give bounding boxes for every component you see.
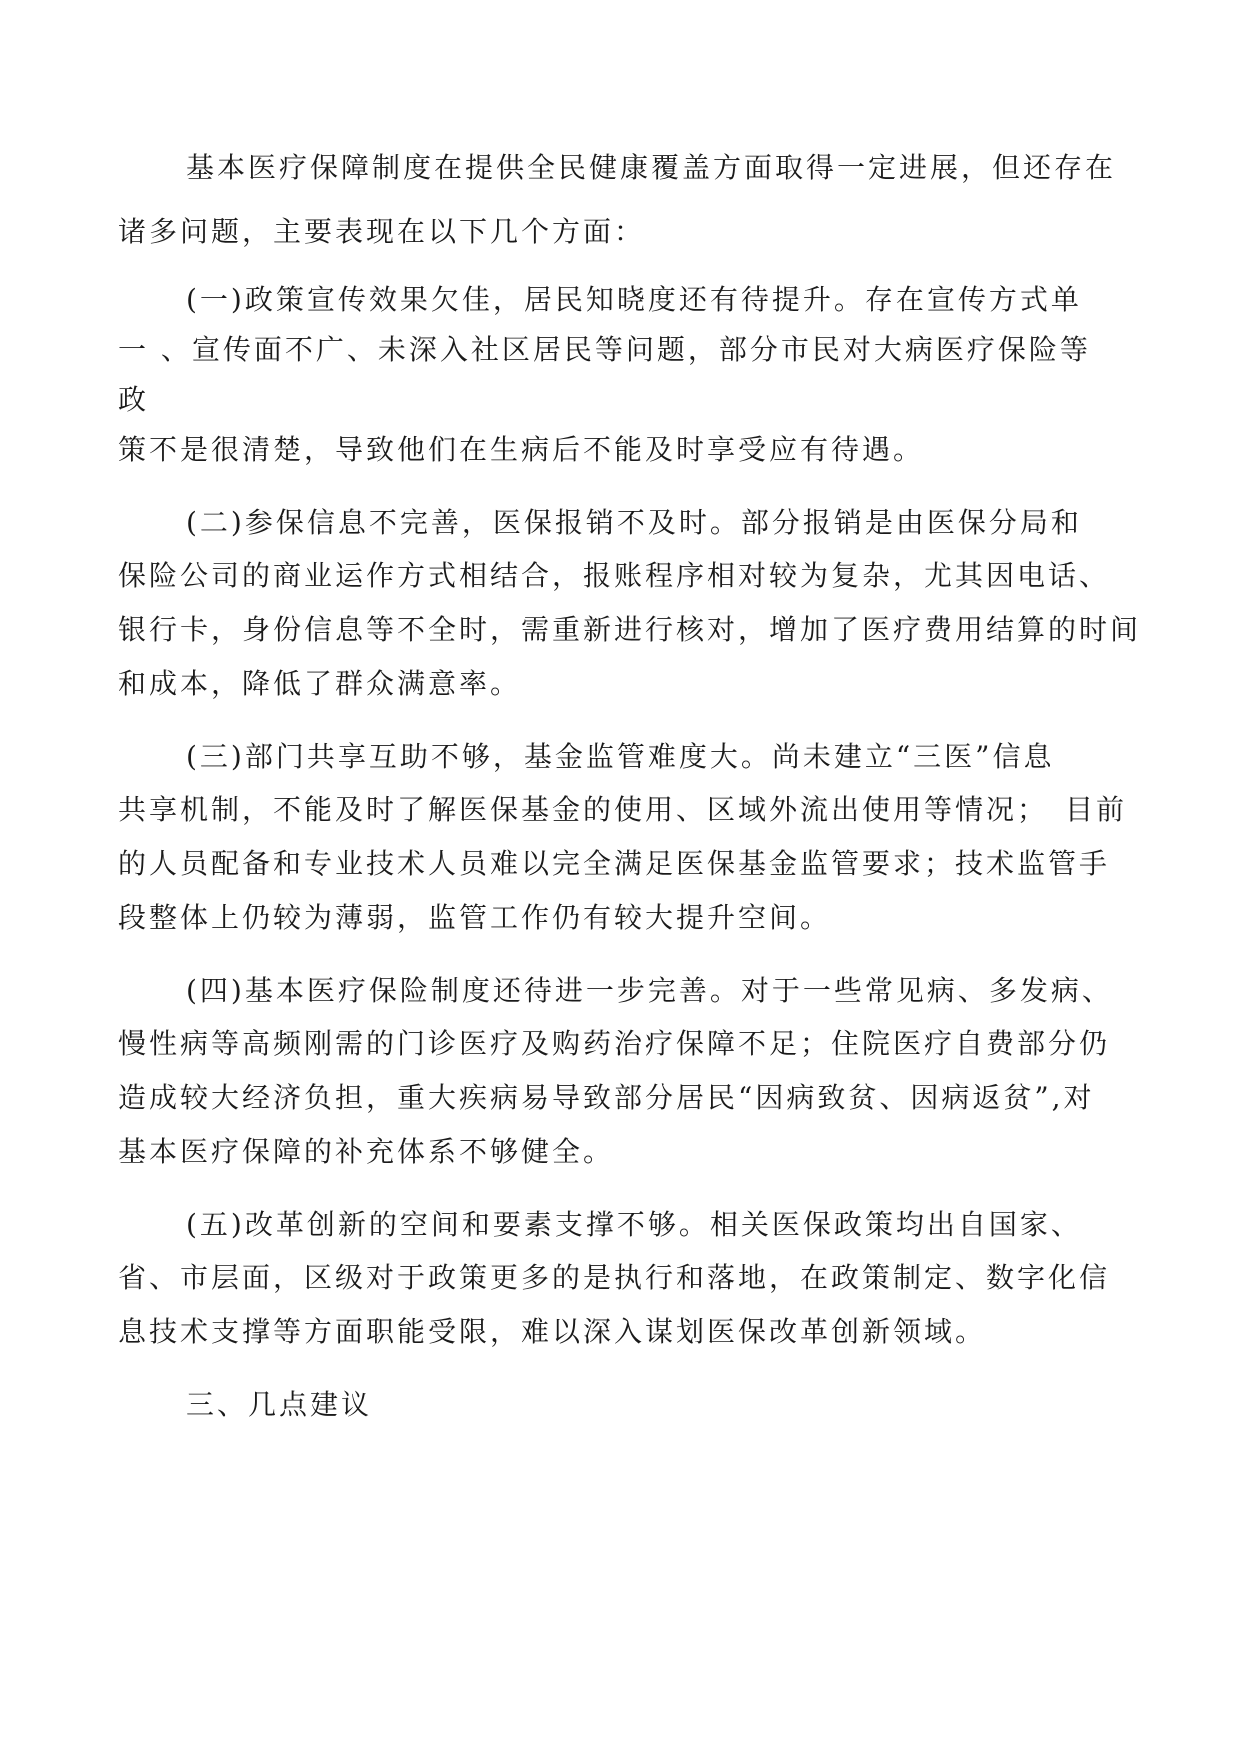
paragraph-1-line-3: 政 bbox=[118, 383, 150, 416]
paragraph-1-line-2: 一 、宣传面不广、未深入社区居民等问题，部分市民对大病医疗保险等 bbox=[118, 333, 1091, 366]
paragraph-intro-line-2: 诸多问题，主要表现在以下几个方面： bbox=[118, 215, 646, 248]
paragraph-1-line-1: (一)政策宣传效果欠佳，居民知晓度还有待提升。存在宣传方式单 bbox=[186, 283, 1082, 316]
paragraph-intro-line-1: 基本医疗保障制度在提供全民健康覆盖方面取得一定进展，但还存在 bbox=[186, 151, 1117, 184]
paragraph-5-line-3: 息技术支撑等方面职能受限，难以深入谋划医保改革创新领域。 bbox=[118, 1315, 987, 1348]
paragraph-4-line-2: 慢性病等高频刚需的门诊医疗及购药治疗保障不足；住院医疗自费部分仍 bbox=[118, 1027, 1111, 1060]
paragraph-5-line-2: 省、市层面，区级对于政策更多的是执行和落地，在政策制定、数字化信 bbox=[118, 1261, 1111, 1294]
paragraph-3-line-2: 共享机制，不能及时了解医保基金的使用、区域外流出使用等情况； 目前 bbox=[118, 793, 1128, 826]
paragraph-1-line-4: 策不是很清楚，导致他们在生病后不能及时享受应有待遇。 bbox=[118, 433, 925, 466]
section-heading: 三、几点建议 bbox=[186, 1388, 373, 1421]
paragraph-5-line-1: (五)改革创新的空间和要素支撑不够。相关医保政策均出自国家、 bbox=[186, 1208, 1082, 1241]
paragraph-4-line-3: 造成较大经济负担，重大疾病易导致部分居民“因病致贫、因病返贫”,对 bbox=[118, 1081, 1095, 1114]
paragraph-2-line-4: 和成本，降低了群众满意率。 bbox=[118, 667, 522, 700]
paragraph-2-line-2: 保险公司的商业运作方式相结合，报账程序相对较为复杂，尤其因电话、 bbox=[118, 559, 1111, 592]
paragraph-2-line-3: 银行卡，身份信息等不全时，需重新进行核对，增加了医疗费用结算的时间 bbox=[118, 613, 1142, 646]
paragraph-4-line-1: (四)基本医疗保险制度还待进一步完善。对于一些常见病、多发病、 bbox=[186, 974, 1113, 1007]
paragraph-3-line-3: 的人员配备和专业技术人员难以完全满足医保基金监管要求；技术监管手 bbox=[118, 847, 1111, 880]
paragraph-3-line-4: 段整体上仍较为薄弱，监管工作仍有较大提升空间。 bbox=[118, 901, 832, 934]
paragraph-3-line-1: (三)部门共享互助不够，基金监管难度大。尚未建立“三医”信息 bbox=[186, 740, 1055, 773]
paragraph-2-line-1: (二)参保信息不完善，医保报销不及时。部分报销是由医保分局和 bbox=[186, 506, 1082, 539]
paragraph-4-line-4: 基本医疗保障的补充体系不够健全。 bbox=[118, 1135, 615, 1168]
